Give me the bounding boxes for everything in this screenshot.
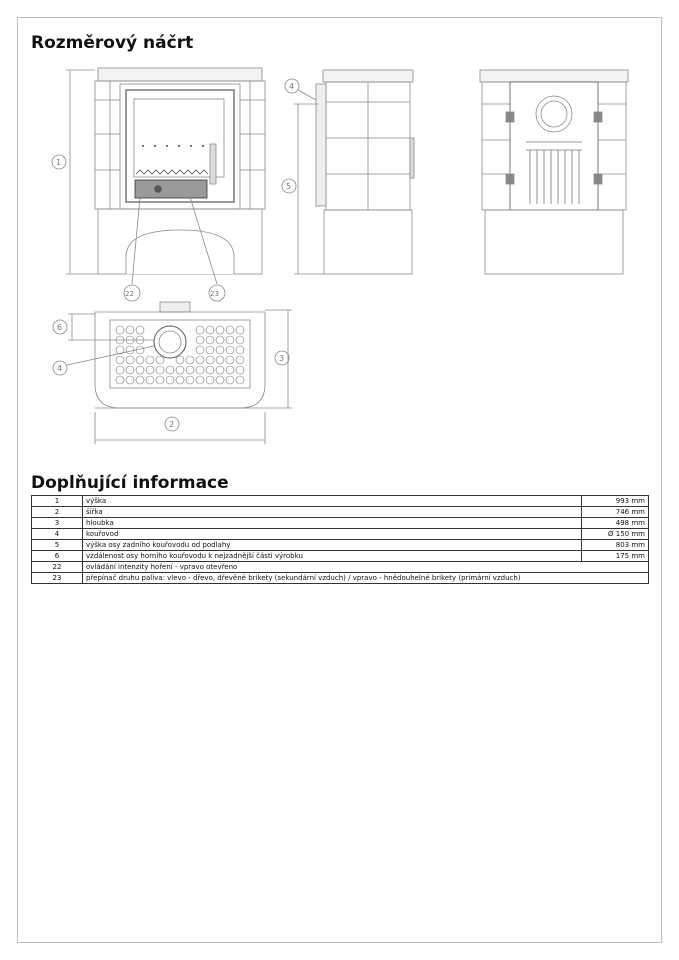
row-description: hloubka: [83, 518, 582, 529]
callout-4-side: 4: [289, 82, 295, 91]
callout-22: 22: [125, 290, 134, 298]
callout-5: 5: [286, 182, 292, 191]
front-view: [52, 68, 265, 301]
row-description: ovládání intenzity hoření - vpravo otevřeno: [83, 562, 649, 573]
row-value: 175 mm: [582, 551, 649, 562]
top-view: [53, 302, 292, 444]
row-value: Ø 150 mm: [582, 529, 649, 540]
section-title-sketch: Rozměrový náčrt: [31, 33, 194, 53]
row-description: výška: [83, 496, 582, 507]
row-description: přepínač druhu paliva: vlevo - dřevo, dřevěné brikety (sekundární vzduch) / vpravo - hnědouhelné brikety (primární vzduch): [83, 573, 649, 584]
callout-3: 3: [279, 354, 285, 363]
row-number: 1: [32, 496, 83, 507]
callout-23: 23: [210, 290, 219, 298]
row-number: 2: [32, 507, 83, 518]
table-row: [32, 573, 649, 584]
row-description: výška osy zadního kouřovodu od podlahy: [83, 540, 582, 551]
dimension-drawing: [40, 62, 640, 452]
row-number: 3: [32, 518, 83, 529]
row-value: 746 mm: [582, 507, 649, 518]
callout-6: 6: [57, 323, 63, 332]
row-description: vzdálenost osy horního kouřovodu k nejzadnější části výrobku: [83, 551, 582, 562]
row-value: 803 mm: [582, 540, 649, 551]
table-row: [32, 529, 649, 540]
table-row: [32, 518, 649, 529]
callout-4-top: 4: [57, 364, 63, 373]
row-value: 993 mm: [582, 496, 649, 507]
row-number: 22: [32, 562, 83, 573]
row-number: 23: [32, 573, 83, 584]
table-row: [32, 496, 649, 507]
callout-2: 2: [169, 420, 175, 429]
back-view: [480, 70, 628, 274]
row-description: kouřovod: [83, 529, 582, 540]
table-row: [32, 540, 649, 551]
table-row: [32, 562, 649, 573]
row-number: 6: [32, 551, 83, 562]
row-description: šířka: [83, 507, 582, 518]
callout-1: 1: [56, 158, 62, 167]
side-view: [282, 70, 414, 274]
row-number: 5: [32, 540, 83, 551]
section-title-info: Doplňující informace: [31, 473, 229, 493]
spec-table: [31, 495, 649, 584]
row-value: 498 mm: [582, 518, 649, 529]
row-number: 4: [32, 529, 83, 540]
table-row: [32, 551, 649, 562]
table-row: [32, 507, 649, 518]
